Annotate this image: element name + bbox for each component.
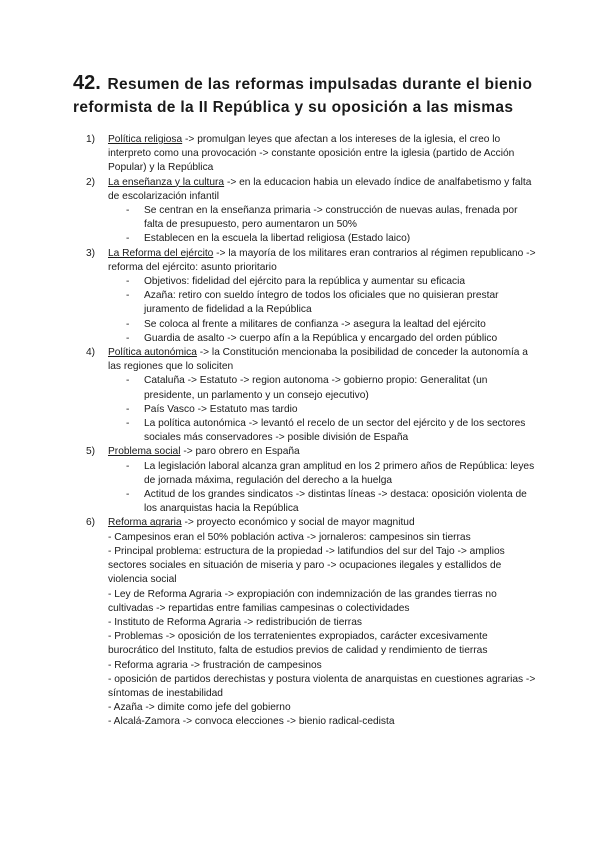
section-2 [86,176,538,247]
dash-bullet: - [126,233,130,245]
section-title: Política autonómica [108,347,197,359]
dash-bullet: - [126,489,130,501]
heading-title: Resumen de las reformas impulsadas durante el bienio reformista de la II República y su oposición a las mismas [73,76,533,116]
agrarian-line: - Reforma agraria -> frustración de campesinos [108,659,322,671]
section-description: -> promulgan leyes que afectan a los intereses de la iglesia, el creo lo interpreto como una provocación -> constante oposición entre la iglesia (partido de Acción Popular) y la República [108,134,515,174]
section-text [108,346,538,374]
section-text [108,516,538,530]
sections-list [86,133,538,730]
dash-bullet: - [126,318,130,330]
section-title: Reforma agraria [108,517,182,529]
sub-item [108,488,538,516]
section-marker: 1) [86,134,96,145]
section-3 [86,247,538,346]
section-description: -> proyecto económico y social de mayor magnitud [181,517,415,529]
dash-bullet: - [126,276,130,288]
dash-bullet: - [126,375,130,387]
agrarian-line: - Azaña -> dimite como jefe del gobierno [108,702,291,714]
section-4 [86,346,538,445]
sub-list [108,460,538,517]
section-text [108,176,538,204]
dash-bullet: - [126,403,130,415]
section-title: Problema social [108,446,181,458]
sub-item-text: Objetivos: fidelidad del ejército para la república y aumentar su eficacia [144,276,466,288]
dash-bullet: - [126,332,130,344]
sub-item [108,204,538,232]
sub-item [108,318,538,332]
section-description: -> en la educacion habia un elevado índice de analfabetismo y falta de escolarización infantil [108,176,532,202]
section-marker: 4) [86,347,96,359]
section-text [108,247,538,275]
agrarian-line: - Alcalá-Zamora -> convoca elecciones -> bienio radical-cedista [108,716,395,728]
agrarian-line: - Campesinos eran el 50% población activa -> jornaleros: campesinos sin tierras [108,531,471,543]
sub-item-text: Cataluña -> Estatuto -> region autonoma -> gobierno propio: Generalitat (un presidente, un parlamento y un consejo ejecutivo) [144,375,488,401]
sub-item-text: Guardia de asalto -> cuerpo afín a la República y encargado del orden público [144,332,498,344]
agrarian-line: - Problemas -> oposición de los terratenientes expropiados, carácter excesivamente burocrático del Instituto, falta de estudios previos de calidad y rendimiento de tierras [108,631,488,657]
sub-item-text: País Vasco -> Estatuto mas tardio [144,403,298,415]
sub-list [108,204,538,247]
agrarian-line: - oposición de partidos derechistas y postura violenta de anarquistas en cuestiones agrarias -> síntomas de inestabilidad [108,673,536,699]
sub-item [108,374,538,402]
sub-list [108,275,538,346]
sub-item [108,332,538,346]
sub-item [108,289,538,317]
sub-item [108,232,538,246]
sub-item-text: La legislación laboral alcanza gran amplitud en los 2 primero años de República: leyes de jornada máxima, regulación del derecho a la huelga [144,460,535,486]
document-heading [73,72,543,119]
document-body [86,133,538,730]
section-marker: 5) [86,446,96,458]
sub-item-text: Se centran en la enseñanza primaria -> construcción de nuevas aulas, frenada por falta de presupuesto, pero aumentaron un 50% [144,205,518,231]
section-6 [86,516,538,729]
section-title: La Reforma del ejército [108,247,214,259]
dash-bullet: - [126,205,130,217]
section-marker: 6) [86,517,96,529]
sub-item [108,403,538,417]
section-description: -> la Constitución mencionaba la posibilidad de conceder la autonomía a las regiones que lo soliciten [108,347,528,373]
section-description: -> la mayoría de los militares eran contrarios al régimen republicano -> reforma del ejército: asunto prioritario [108,247,536,273]
section-marker: 2) [86,176,96,188]
dash-bullet: - [126,460,130,472]
sub-item-text: Azaña: retiro con sueldo íntegro de todos los oficiales que no quisieran prestar juramento de fidelidad a la República [144,290,499,316]
sub-list [108,374,538,445]
dash-bullet: - [126,290,130,302]
dash-bullet: - [126,418,130,430]
section-text [108,445,538,459]
section-text [108,133,538,176]
sub-item [108,460,538,488]
heading-number: 42. [73,72,101,94]
sub-item-text: Actitud de los grandes sindicatos -> distintas líneas -> destaca: oposición violenta de los anarquistas hacia la República [144,489,527,515]
sub-item [108,417,538,445]
section-1 [86,133,538,176]
sub-item [108,275,538,289]
agrarian-line: - Ley de Reforma Agraria -> expropiación con indemnización de las grandes tierras no cultivadas -> repartidas entre familias campesinas o colectividades [108,588,497,614]
section-title: La enseñanza y la cultura [108,176,225,188]
agrarian-line: - Principal problema: estructura de la propiedad -> latifundios del sur del Tajo -> amplios sectores sociales en situación de miseria y paro -> ocupaciones ilegales y estallidos de violencia social [108,545,505,586]
agrarian-line: - Instituto de Reforma Agraria -> redistribución de tierras [108,616,362,628]
sub-item-text: Se coloca al frente a militares de confianza -> asegura la lealtad del ejército [144,318,486,330]
section-title: Política religiosa [108,134,183,145]
sub-item-text: Establecen en la escuela la libertad religiosa (Estado laico) [144,233,411,245]
section-5 [86,445,538,516]
sub-item-text: La política autonómica -> levantó el recelo de un sector del ejército y de los sectores sociales más conservadores -> posible división de España [144,418,526,444]
section-description: -> paro obrero en España [180,446,300,458]
section-marker: 3) [86,247,96,259]
